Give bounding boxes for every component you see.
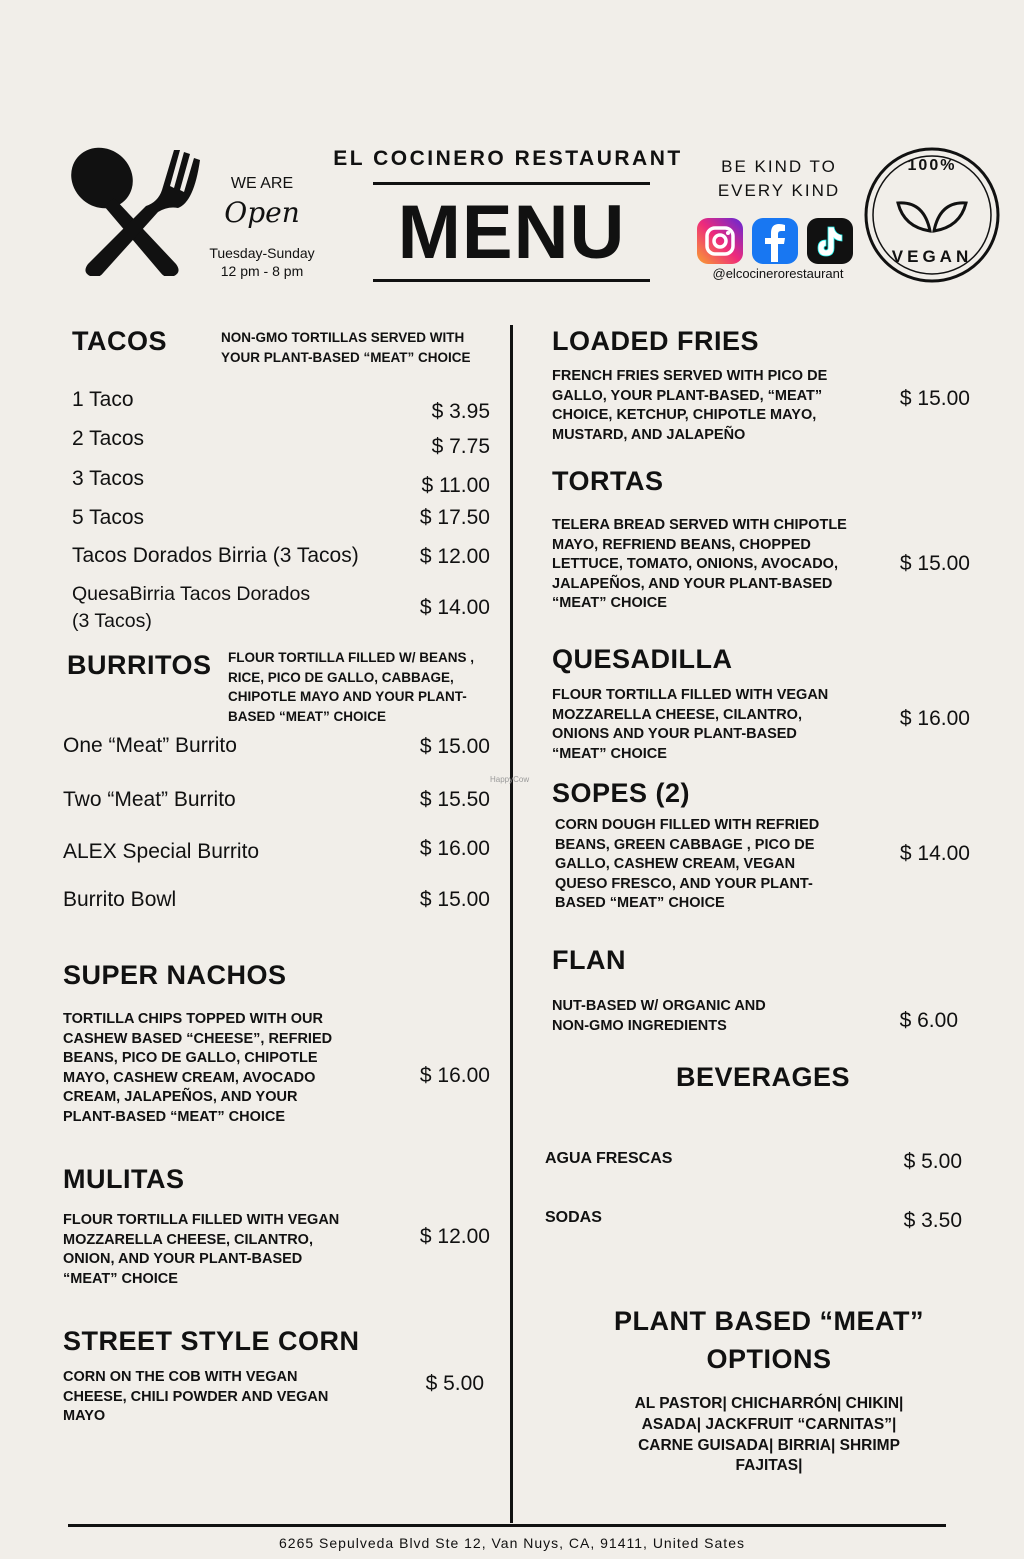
flan-price: $ 6.00 — [899, 1009, 958, 1032]
page-title: MENU — [397, 190, 626, 275]
nachos-title: SUPER NACHOS — [63, 960, 287, 990]
tacos-description: NON-GMO TORTILLAS SERVED WITH YOUR PLANT-BASED “MEAT” CHOICE — [221, 330, 471, 365]
spoon-fork-icon — [66, 146, 206, 276]
corn-title: STREET STYLE CORN — [63, 1326, 360, 1356]
corn-price: $ 5.00 — [425, 1372, 484, 1395]
tagline-line1: BE KIND TO — [721, 157, 837, 176]
taco-item-name: 3 Tacos — [72, 467, 144, 490]
flan-title: FLAN — [552, 945, 626, 975]
tortas-title: TORTAS — [552, 466, 664, 496]
meat-options-title: PLANT BASED “MEAT” — [614, 1306, 924, 1336]
corn-description: CORN ON THE COB WITH VEGAN CHEESE, CHILI POWDER AND VEGAN MAYO — [63, 1369, 329, 1424]
sopes-description: CORN DOUGH FILLED WITH REFRIED BEANS, GREEN CABBAGE , PICO DE GALLO, CASHEW CREAM, VEGAN QUESO FRESCO, AND YOUR PLANT-BASED “MEAT” CHOICE — [555, 817, 820, 911]
beverages-title: BEVERAGES — [675, 1062, 851, 1092]
burritos-description: FLOUR TORTILLA FILLED W/ BEANS , RICE, PICO DE GALLO, CABBAGE, CHIPOTLE MAYO AND YOUR PLANT-BASED “MEAT” CHOICE — [228, 650, 474, 724]
restaurant-name: EL COCINERO RESTAURANT — [333, 147, 683, 170]
title-rule-bottom — [373, 279, 650, 282]
mulitas-title: MULITAS — [63, 1164, 185, 1194]
nachos-description: TORTILLA CHIPS TOPPED WITH OUR CASHEW BASED “CHEESE”, REFRIED BEANS, PICO DE GALLO, CHIPOTLE MAYO, CASHEW CREAM, AVOCADO CREAM, JALAPEÑOS, AND YOUR PLANT-BASED “MEAT” CHOICE — [63, 1011, 333, 1125]
tagline-line2: EVERY KIND — [717, 181, 841, 200]
taco-item-price: $ 14.00 — [419, 596, 490, 619]
burrito-item-price: $ 15.00 — [419, 735, 490, 758]
beverage-item-name: SODAS — [545, 1209, 602, 1226]
instagram-icon[interactable] — [697, 218, 743, 264]
meat-options-line: CARNE GUISADA| BIRRIA| SHRIMP — [638, 1437, 900, 1454]
happycow-watermark: HappyCow — [490, 775, 530, 784]
burrito-item-name: Burrito Bowl — [63, 888, 177, 911]
mulitas-description: FLOUR TORTILLA FILLED WITH VEGAN MOZZARELLA CHEESE, CILANTRO, ONION, AND YOUR PLANT-BASED “MEAT” CHOICE — [63, 1212, 340, 1287]
tortas-price: $ 15.00 — [899, 552, 970, 575]
quesadilla-price: $ 16.00 — [899, 707, 970, 730]
flan-description: NUT-BASED W/ ORGANIC AND NON-GMO INGREDIENTS — [552, 998, 766, 1034]
sopes-title: SOPES (2) — [552, 778, 691, 808]
burrito-item-price: $ 16.00 — [419, 837, 490, 860]
taco-item-name: 1 Taco — [72, 388, 134, 411]
footer-address: 6265 Sepulveda Blvd Ste 12, Van Nuys, CA, 91411, United Sates — [279, 1535, 745, 1551]
title-rule-top — [373, 182, 650, 185]
taco-item-price: $ 3.95 — [431, 400, 490, 423]
taco-item-price: $ 12.00 — [419, 545, 490, 568]
tiktok-icon[interactable] — [807, 218, 853, 264]
open-hours: 12 pm - 8 pm — [220, 263, 304, 279]
taco-item-price: $ 11.00 — [421, 474, 490, 497]
fries-description: FRENCH FRIES SERVED WITH PICO DE GALLO, YOUR PLANT-BASED, “MEAT” CHOICE, KETCHUP, CHIPOTLE MAYO, MUSTARD, AND JALAPEÑO — [552, 368, 828, 443]
beverage-item-name: AGUA FRESCAS — [545, 1150, 673, 1167]
beverage-item-price: $ 3.50 — [903, 1209, 962, 1232]
meat-options-title-line2: OPTIONS — [706, 1344, 832, 1374]
mulitas-price: $ 12.00 — [419, 1225, 490, 1248]
burrito-item-name: Two “Meat” Burrito — [63, 788, 236, 811]
taco-item-name-line2: (3 Tacos) — [72, 610, 152, 632]
quesadilla-description: FLOUR TORTILLA FILLED WITH VEGAN MOZZARELLA CHEESE, CILANTRO, ONIONS AND YOUR PLANT-BASED “MEAT” CHOICE — [552, 687, 829, 762]
burrito-item-price: $ 15.50 — [419, 788, 490, 811]
taco-item-name: Tacos Dorados Birria (3 Tacos) — [72, 544, 359, 567]
facebook-icon[interactable] — [752, 218, 798, 264]
taco-item-price: $ 17.50 — [419, 506, 490, 529]
sopes-price: $ 14.00 — [899, 842, 970, 865]
we-are-label: WE ARE — [230, 175, 294, 192]
open-days: Tuesday-Sunday — [209, 245, 315, 261]
open-label: Open — [224, 196, 300, 229]
taco-item-name: QuesaBirria Tacos Dorados — [72, 583, 311, 605]
burrito-item-name: One “Meat” Burrito — [63, 734, 237, 757]
taco-item-name: 2 Tacos — [72, 427, 144, 450]
vegan-leaf-icon — [898, 203, 966, 231]
taco-item-name: 5 Tacos — [72, 506, 144, 529]
beverage-item-price: $ 5.00 — [903, 1150, 962, 1173]
fries-price: $ 15.00 — [899, 387, 970, 410]
burritos-title: BURRITOS — [67, 650, 212, 680]
meat-options-line: FAJITAS| — [735, 1457, 803, 1474]
meat-options-line: ASADA| JACKFRUIT “CARNITAS”| — [641, 1416, 897, 1433]
fries-title: LOADED FRIES — [552, 326, 760, 356]
badge-percent: 100% — [907, 157, 957, 174]
burrito-item-name: ALEX Special Burrito — [63, 840, 260, 863]
quesadilla-title: QUESADILLA — [552, 644, 733, 674]
burrito-item-price: $ 15.00 — [419, 888, 490, 911]
badge-vegan: VEGAN — [891, 247, 973, 266]
tortas-description: TELERA BREAD SERVED WITH CHIPOTLE MAYO, REFRIEND BEANS, CHOPPED LETTUCE, TOMATO, ONIONS, AVOCADO, JALAPEÑOS, AND YOUR PLANT-BASED “MEAT” CHOICE — [552, 517, 847, 611]
column-divider — [510, 325, 513, 1523]
vegan-badge — [864, 147, 1000, 283]
meat-options-line: AL PASTOR| CHICHARRÓN| CHIKIN| — [634, 1395, 904, 1412]
social-handle[interactable]: @elcocinerorestaurant — [712, 266, 844, 281]
taco-item-price: $ 7.75 — [431, 435, 490, 458]
tacos-title: TACOS — [72, 326, 167, 356]
nachos-price: $ 16.00 — [419, 1064, 490, 1087]
footer-divider — [68, 1524, 946, 1527]
